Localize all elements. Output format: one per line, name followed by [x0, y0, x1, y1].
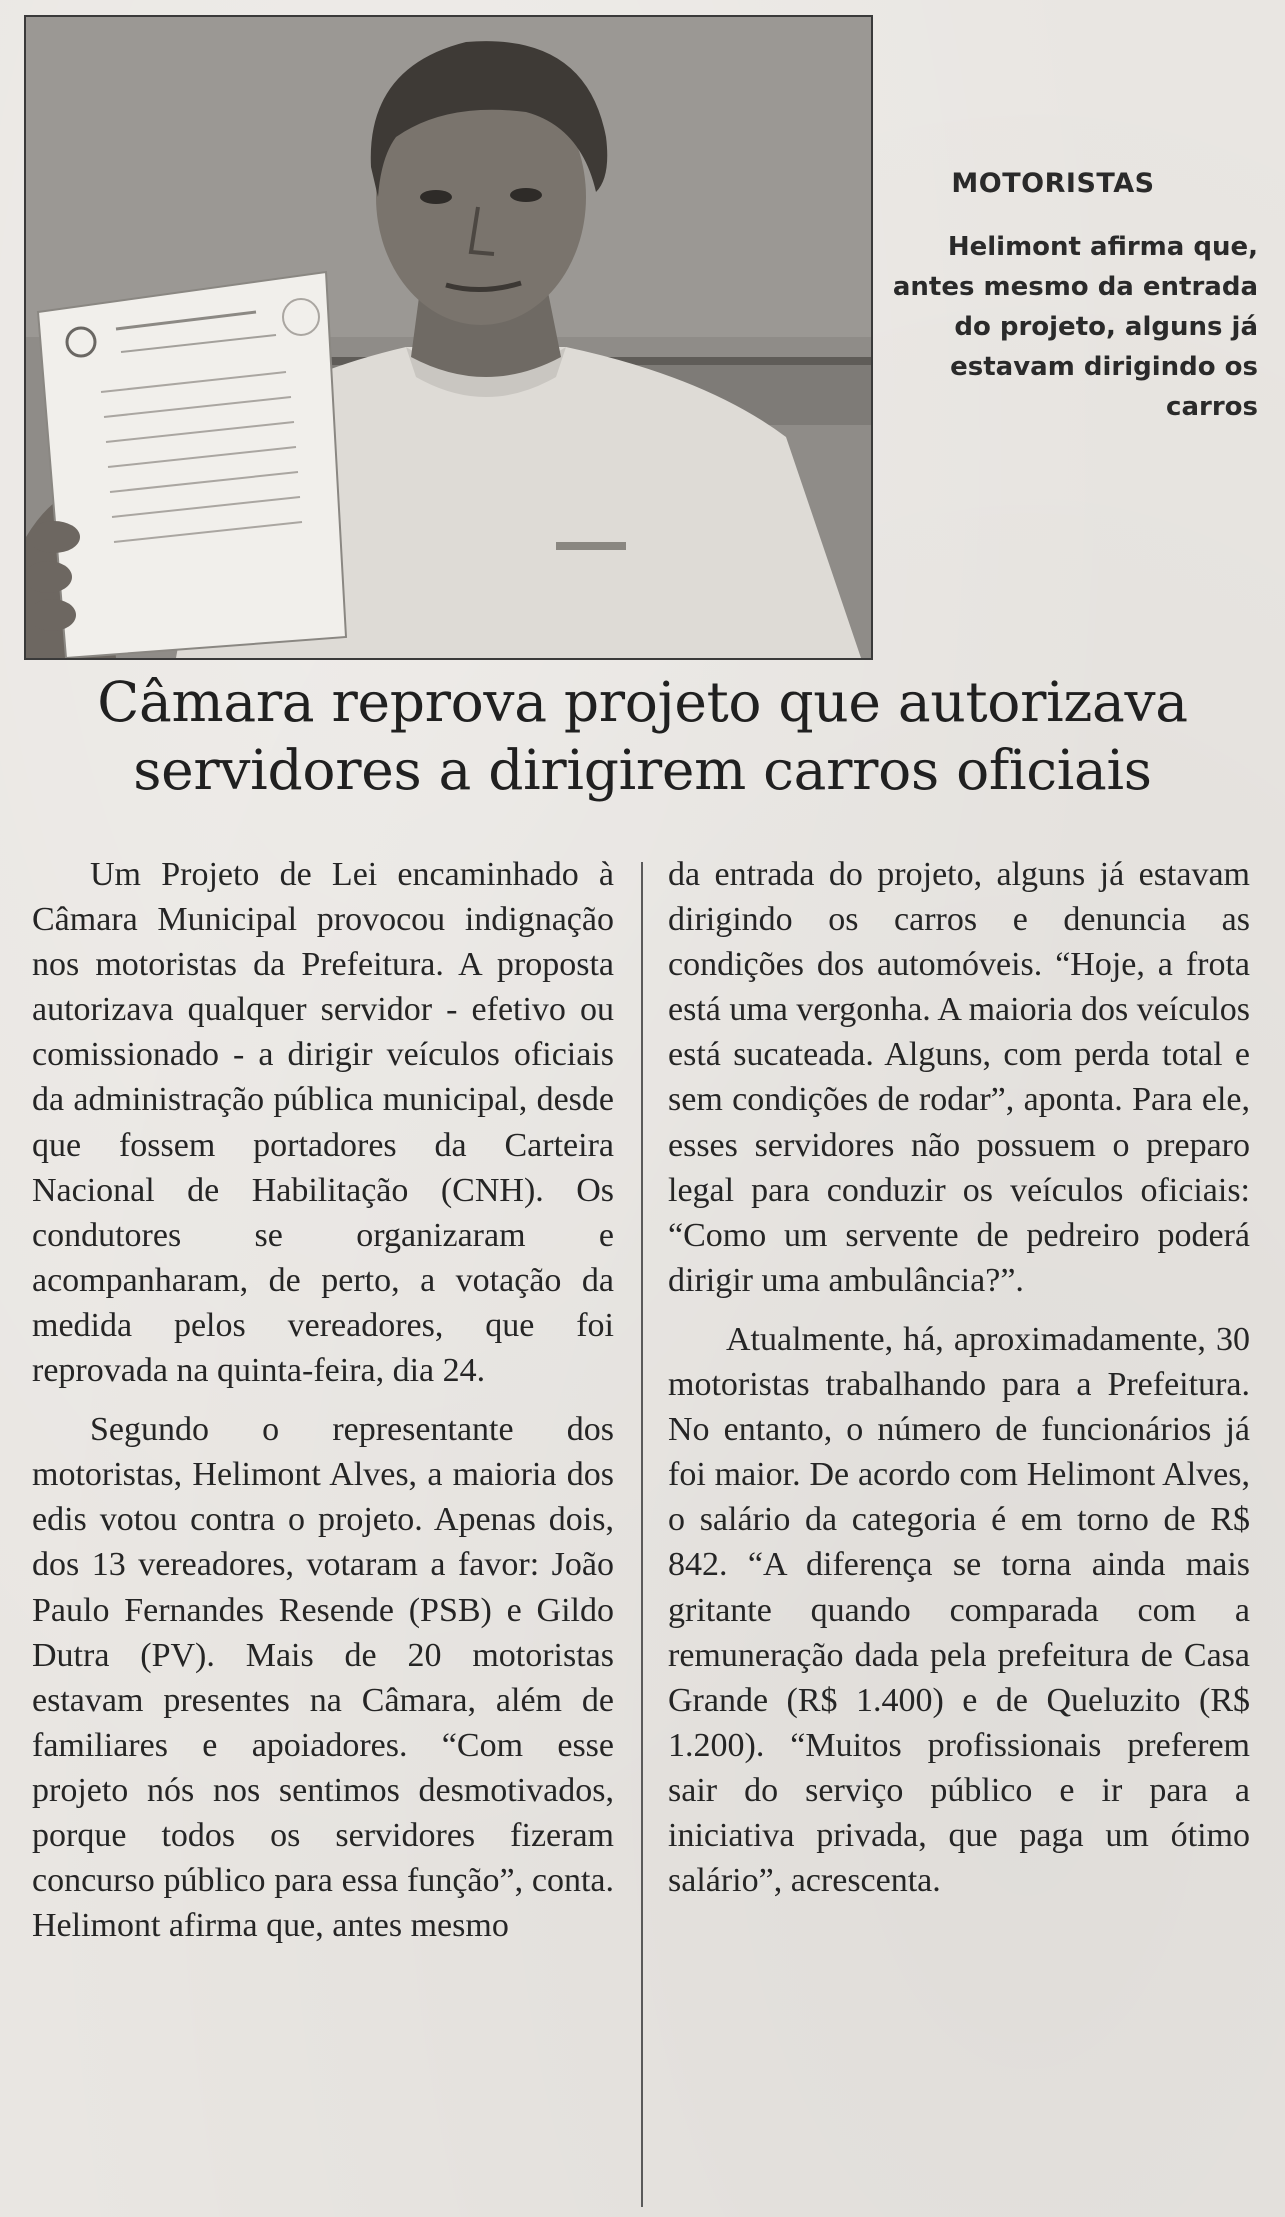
caption-text: Helimont afirma que, antes mesmo da entrada do projeto, alguns já estavam dirigindo os carros — [892, 232, 1258, 422]
person-portrait-icon — [26, 17, 871, 658]
photo-caption — [888, 168, 1258, 427]
paragraph: Atualmente, há, aproximadamente, 30 motoristas trabalhando para a Prefeitura. No entanto, o número de funcionários já foi maior. De acordo com Helimont Alves, o salário da categoria é em torno de R$ 842. “A diferença se torna ainda mais gritante quando comparada com a remuneração dada pela prefeitura de Casa Grande (R$ 1.400) e de Queluzito (R$ 1.200). “Muitos profissionais preferem sair do serviço público e ir para a iniciativa privada, que paga um ótimo salário”, acrescenta. — [668, 1320, 1250, 1900]
paragraph: da entrada do projeto, alguns já estavam dirigindo os carros e denuncia as condições dos automóveis. “Hoje, a frota está uma vergonha. A maioria dos veículos está sucateada. Alguns, com perda total e sem condições de rodar”, aponta. Para ele, esses servidores não possuem o preparo legal para conduzir os veículos oficiais: “Como um servente de pedreiro poderá dirigir uma ambulância?”. — [668, 856, 1250, 1299]
paragraph: Um Projeto de Lei encaminhado à Câmara Municipal provocou indignação nos motoristas da Prefeitura. A proposta autorizava qualquer servidor - efetivo ou comissionado - a dirigir veículos oficiais da administração pública municipal, desde que fossem portadores da Carteira Nacional de Habilitação (CNH). Os condutores se organizaram e acompanharam, de perto, a votação da medida pelos vereadores, que foi reprovada na quinta-feira, dia 24. — [32, 856, 614, 1390]
headline-line-1: Câmara reprova projeto que autorizava — [97, 670, 1188, 734]
article-column-left — [32, 852, 614, 1948]
article-photo — [24, 15, 873, 660]
caption-label: MOTORISTAS — [951, 168, 1155, 199]
column-divider — [641, 862, 643, 2207]
paragraph: Segundo o representante dos motoristas, Helimont Alves, a maioria dos edis votou contra o projeto. Apenas dois, dos 13 vereadores, votaram a favor: João Paulo Fernandes Resende (PSB) e Gildo Dutra (PV). Mais de 20 motoristas estavam presentes na Câmara, além de familiares e apoiadores. “Com esse projeto nós nos sentimos desmotivados, porque todos os servidores fizeram concurso público para essa função”, conta. Helimont afirma que, antes mesmo — [32, 1411, 614, 1945]
document-sheet-icon — [38, 272, 346, 658]
article-headline — [20, 668, 1265, 804]
headline-line-2: servidores a dirigirem carros oficiais — [133, 738, 1152, 802]
article-column-right — [668, 852, 1250, 1903]
